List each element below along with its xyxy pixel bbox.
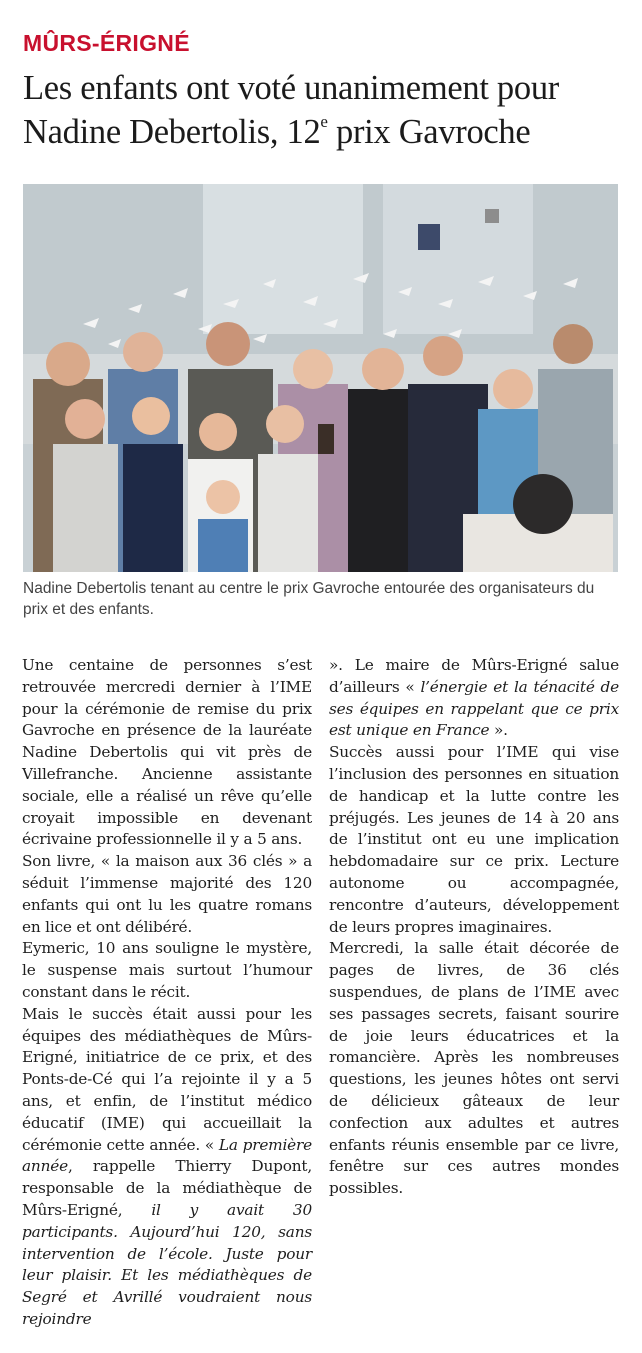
headline-text: Les enfants ont voté unanimement pour Nadine Debertolis, 12 [23, 69, 559, 151]
group-photo [23, 184, 618, 572]
article-paragraph-2: Son livre, « la maison aux 36 clés » a séduit l’immense majorité des 120 enfants qui ont lu les quatre romans en lice et ont délibéré. [22, 852, 312, 936]
p4-text-d: ». [489, 721, 508, 740]
article-paragraph-5: Succès aussi pour l’IME qui vise l’inclusion des personnes en situation de handicap et la lutte contre les préjugés. Les jeunes de 14 à 20 ans de l’institut ont eu une implication hebdomadaire sur ce prix. Lecture autonome ou accompagnée, rencontre d’auteurs, développement de leurs propres imaginaires. [329, 743, 619, 936]
p4-text-a: Mais le succès était aussi pour les équipes des médiathèques de Mûrs-Erigné, initiatrice de ce prix, et des Ponts-de-Cé qui l’a rejointe il y a 5 ans, et enfin, de l’institut médico éducatif (IME) qui accueillait la cérémonie cette année. « [22, 1004, 312, 1154]
headline-text-end: prix Gavroche [327, 113, 531, 151]
article-paragraph-3: Eymeric, 10 ans souligne le mystère, le suspense mais surtout l’humour constant dans le récit. [22, 939, 312, 1001]
article-paragraph-4 [22, 1004, 312, 1331]
section-kicker: MÛRS-ÉRIGNÉ [23, 30, 190, 56]
p4-text-b: , rappelle Thierry Dupont, responsable de la médiathèque de Mûrs-Erigné, [22, 1157, 312, 1219]
article-column-left [22, 655, 312, 1331]
p4-quote-a: La première année [22, 1135, 312, 1176]
photo-caption: Nadine Debertolis tenant au centre le prix Gavroche entourée des organisateurs du prix et des enfants. [23, 580, 595, 618]
p4-quote-b: il y avait 30 participants. Aujourd’hui 120, sans intervention de l’école. Juste pour leur plaisir. Et les médiathèques de Segré et Avrillé voudraient nous rejoindre [22, 1200, 312, 1328]
article-column-right [329, 655, 619, 1200]
article-paragraph-1: Une centaine de personnes s’est retrouvée mercredi dernier à l’IME pour la cérémonie de remise du prix Gavroche en présence de la lauréate Nadine Debertolis qui vit près de Villefranche. Ancienne assistante sociale, elle a réalisé un rêve qu’elle croyait impossible en devenant écrivaine professionnelle il y a 5 ans. [22, 656, 312, 849]
article-paragraph-6: Mercredi, la salle était décorée de pages de livres, de 36 clés suspendues, de plans de l’IME avec ses passages secrets, faisant sourire de joie leurs éducatrices et la romancière. Après les nombreuses questions, les jeunes hôtes ont servi de délicieux gâteaux de leur confection aux adultes et autres enfants réunis ensemble par ce livre, fenêtre sur ces autres mondes possibles. [329, 939, 619, 1198]
headline-superscript: e [320, 112, 328, 131]
headline [23, 66, 623, 154]
p4-text-c: ». Le maire de Mûrs-Erigné salue d’ailleurs « [329, 656, 619, 696]
article-paragraph-4-cont [329, 655, 619, 742]
p4-quote-c: l’énergie et la ténacité de ses équipes en rappelant que ce prix est unique en France [329, 677, 619, 740]
